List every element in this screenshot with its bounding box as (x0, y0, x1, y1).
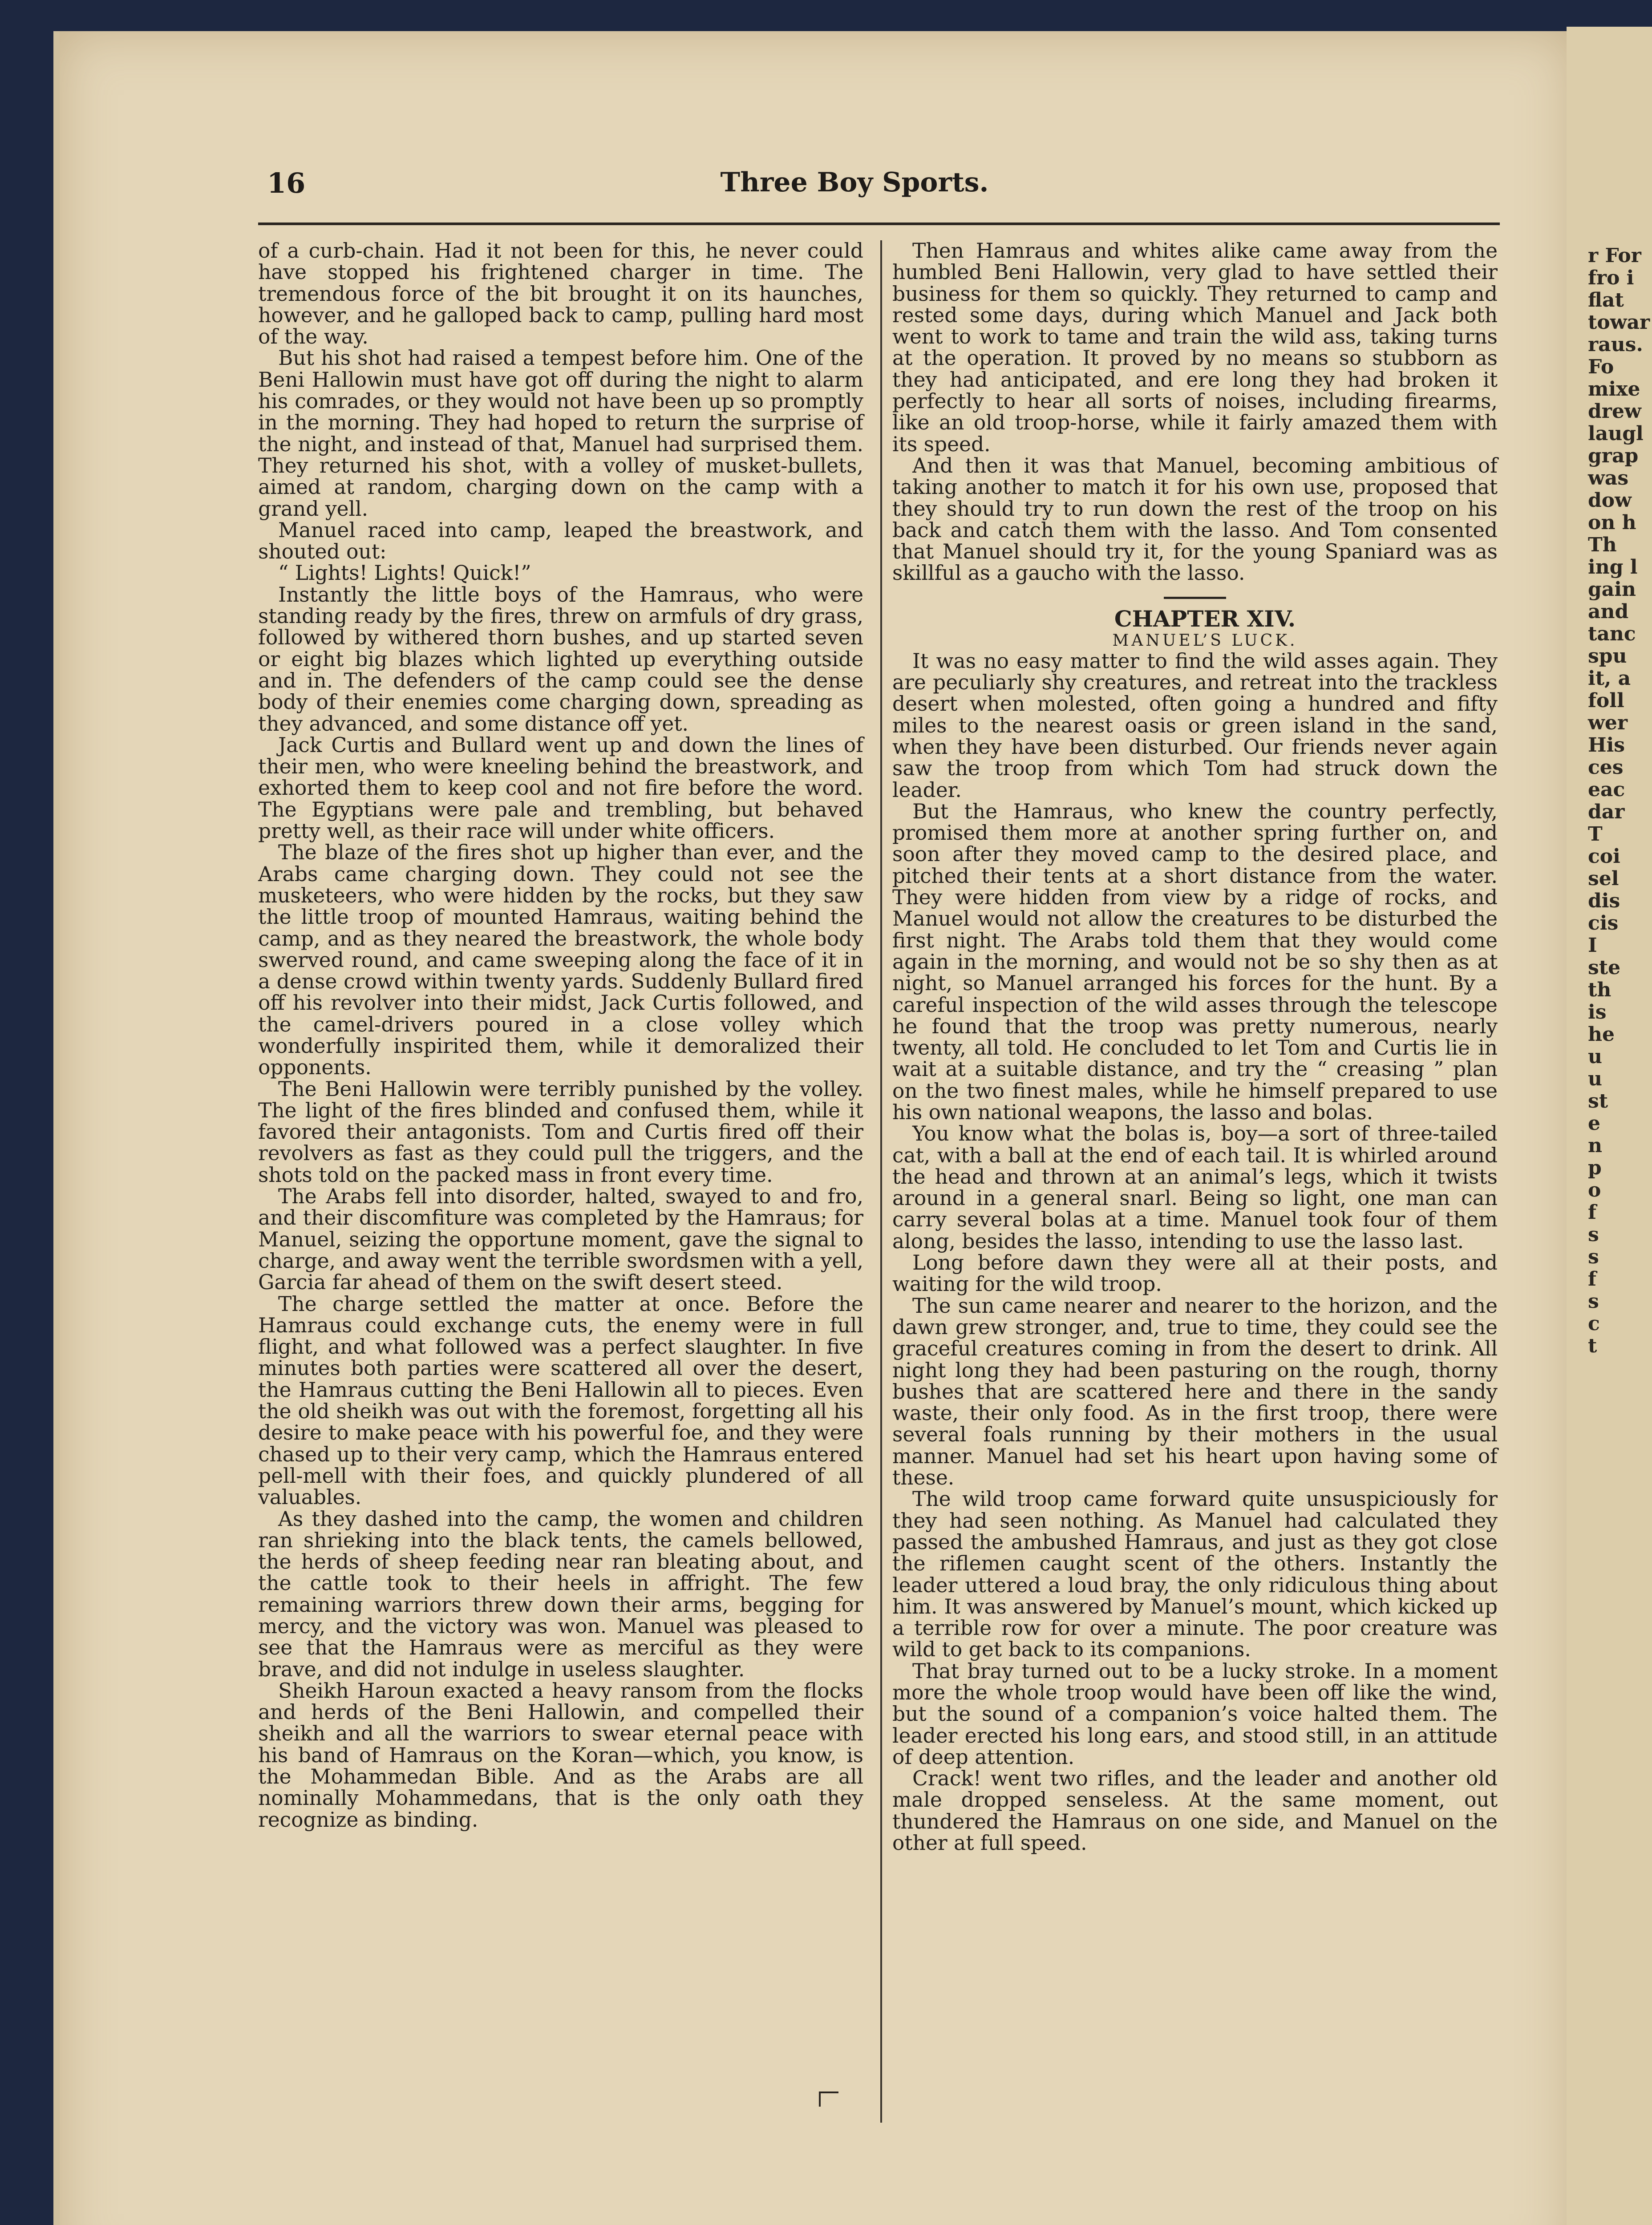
facing-page-line: foll (1588, 689, 1624, 712)
paragraph: But the Hamraus, who knew the country perfectly, promised them more at another spring further on, and soon after they moved camp to the desired place, and pitched their tents at a short distance from the water. They were hidden from view by a ridge of rocks, and Manuel would not allow the creatures to be disturbed the first night. The Arabs told them that they would come again in the morning, and would not be so shy then as at night, so Manuel arranged his forces for the hunt. By a careful inspection of the wild asses through the telescope he found that the troop was pretty numerous, nearly twenty, all told. He concluded to let Tom and Curtis lie in wait at a suitable distance, and try the “ creasing ” plan on the two finest males, while he himself prepared to use his own national weapons, the lasso and bolas. (892, 799, 1498, 1124)
facing-page-line: grap (1588, 445, 1639, 467)
facing-page-line: raus. (1588, 333, 1643, 356)
facing-page-line: u (1588, 1045, 1602, 1068)
facing-page-line: dis (1588, 890, 1620, 912)
paragraph: That bray turned out to be a lucky stroke. In a moment more the whole troop would have been off like the wind, but the sound of a companion’s voice halted them. The leader erected his long ears, and stood still, in an attitude of deep attention. (892, 1659, 1498, 1769)
paragraph: The sun came nearer and nearer to the horizon, and the dawn grew stronger, and, true to time, they could see the graceful creatures coming in from the desert to drink. All night long they had been pasturing on the rough, thorny bushes that are scattered here and there in the sandy waste, their only food. As in the first troop, there were several foals running by their mothers in the usual manner. Manuel had set his heart upon having some of these. (892, 1294, 1498, 1490)
right-column (892, 240, 1498, 1854)
facing-page-line: it, a (1588, 667, 1631, 690)
paragraph: But his shot had raised a tempest before him. One of the Beni Hallowin must have got off during the night to alarm his comrades, or they would not have been up so promptly in the morning. They had hoped to return the surprise of the night, and instead of that, Manuel had surprised them. They returned his shot, with a volley of musket-bullets, aimed at random, charging down on the camp with a grand yell. (258, 346, 863, 521)
facing-page-line: u (1588, 1068, 1602, 1090)
facing-page-line: cis (1588, 912, 1619, 934)
paragraph: Crack! went two rifles, and the leader and another old male dropped senseless. At the same moment, out thundered the Hamraus on one side, and Manuel on the other at full speed. (892, 1767, 1498, 1855)
facing-page-line: fro i (1588, 267, 1634, 289)
facing-page-line: Fo (1588, 356, 1614, 378)
facing-page-line: eac (1588, 778, 1625, 801)
paragraph: It was no easy matter to find the wild asses again. They are peculiarly shy creatures, and retreat into the trackless desert when molested, often going a hundred and fifty miles to the nearest oasis or green island in the sand, when they have been disturbed. Our friends never again saw the troop from which Tom had struck down the leader. (892, 649, 1498, 802)
facing-page-line: n (1588, 1134, 1602, 1157)
facing-page-line: Th (1588, 534, 1617, 556)
paragraph: The Arabs fell into disorder, halted, swayed to and fro, and their discomfiture was completed by the Hamraus; for Manuel, seizing the opportune moment, gave the signal to charge, and away went the terrible swordsmen with a yell, Garcia far ahead of them on the swift desert steed. (258, 1185, 863, 1295)
facing-page-line: t (1588, 1335, 1597, 1357)
chapter-title: CHAPTER XIV. (1114, 605, 1296, 632)
facing-page-line: s (1588, 1223, 1599, 1246)
chapter-rule (1164, 597, 1226, 599)
paragraph: The Beni Hallowin were terribly punished by the volley. The light of the fires blinded and confused them, while it favored their antagonists. Tom and Curtis fired off their revolvers as fast as they could pull the triggers, and the shots told on the packed mass in front every time. (258, 1077, 863, 1187)
facing-page-line: coi (1588, 845, 1620, 868)
facing-page-line: dow (1588, 489, 1632, 512)
facing-page-line: tanc (1588, 623, 1636, 645)
paragraph: You know what the bolas is, boy—a sort of three-tailed cat, with a ball at the end of each tail. It is whirled around the head and thrown at an animal’s legs, which it twists around in a general snarl. Being so light, one man can carry several bolas at a time. Manuel took four of them along, besides the lasso, intending to use the lasso last. (892, 1122, 1498, 1253)
paragraph: “ Lights! Lights! Quick!” (278, 561, 531, 585)
page-number: 16 (267, 167, 306, 199)
facing-page-line: laugl (1588, 422, 1644, 445)
paragraph: Long before dawn they were all at their posts, and waiting for the wild troop. (892, 1251, 1498, 1296)
paragraph: As they dashed into the camp, the women and children ran shrieking into the black tents, the camels bellowed, the herds of sheep feeding near ran bleating about, and the cattle took to their heels in affright. The few remaining warriors threw down their arms, begging for mercy, and the victory was won. Manuel was pleased to see that the Hamraus were as merciful as they were brave, and did not indulge in useless slaughter. (258, 1507, 863, 1681)
paragraph: Manuel raced into camp, leaped the breastwork, and shouted out: (258, 518, 863, 564)
facing-page-line: ste (1588, 956, 1621, 979)
facing-page-line: T (1588, 823, 1603, 846)
facing-page-edge (1567, 27, 1652, 2225)
facing-page-line: spu (1588, 645, 1627, 668)
facing-page-line: and (1588, 600, 1629, 623)
facing-page-line: drew (1588, 400, 1641, 423)
page-header (209, 167, 1500, 207)
paragraph: The charge settled the matter at once. Before the Hamraus could exchange cuts, the enemy were in full flight, and what followed was a perfect slaughter. In five minutes both parties were scattered all over the desert, the Hamraus cutting the Beni Hallowin all to pieces. Even the old sheikh was out with the foremost, forgetting all his desire to make peace with his powerful foe, and they were chased up to their very camp, which the Hamraus entered pell-mell with their foes, and quickly plundered of all valuables. (258, 1292, 863, 1509)
paragraph: Jack Curtis and Bullard went up and down the lines of their men, who were kneeling behind the breastwork, and exhorted them to keep cool and not fire before the word. The Egyptians were pale and trembling, but behaved pretty well, as their race will under white officers. (258, 733, 863, 843)
facing-page-line: s (1588, 1246, 1599, 1268)
facing-page-line: towar (1588, 311, 1650, 334)
column-divider (880, 240, 882, 2123)
facing-page-line: f (1588, 1268, 1596, 1290)
paragraph: The wild troop came forward quite unsuspiciously for they had seen nothing. As Manuel had calculated they passed the ambushed Hamraus, and just as they got close the riflemen caught scent of the others. Instantly the leader uttered a loud bray, the only ridiculous thing about him. It was answered by Manuel’s mount, which kicked up a terrible row for over a minute. The poor creature was wild to get back to its companions. (892, 1487, 1498, 1662)
facing-page-line: is (1588, 1001, 1607, 1024)
paragraph: Then Hamraus and whites alike came away from the humbled Beni Hallowin, very glad to have settled their business for them so quickly. They returned to camp and rested some days, during which Manuel and Jack both went to work to tame and train the wild ass, taking turns at the operation. It proved by no means so stubborn as they had anticipated, and ere long they had broken it perfectly to hear all sorts of noises, including firearms, like an old troop-horse, while it fairly amazed them with its speed. (892, 239, 1498, 456)
chapter-subtitle: MANUEL’S LUCK. (1112, 631, 1298, 650)
facing-page-line: c (1588, 1312, 1600, 1335)
paragraph: Instantly the little boys of the Hamraus, who were standing ready by the fires, threw on armfuls of dry grass, followed by withered thorn bushes, and up started seven or eight big blazes which lighted up everything outside and in. The defenders of the camp could see the dense body of their enemies come charging down, spreading as they advanced, and some distance off yet. (258, 583, 863, 736)
facing-page-line: he (1588, 1023, 1615, 1046)
facing-page-line: wer (1588, 712, 1628, 734)
facing-page-line: o (1588, 1179, 1601, 1202)
paragraph: Sheikh Haroun exacted a heavy ransom from the flocks and herds of the Beni Hallowin, and compelled their sheikh and all the warriors to swear eternal peace with his band of Hamraus on the Koran—which, you know, is the Mohammedan Bible. And as the Arabs are all nominally Mohammedans, that is the only oath they recognize as binding. (258, 1679, 863, 1832)
facing-page-line: dar (1588, 801, 1625, 823)
facing-page-line: st (1588, 1090, 1608, 1112)
paragraph: And then it was that Manuel, becoming ambitious of taking another to match it for his own use, proposed that they should try to run down the rest of the troop on his back and catch them with the lasso. And Tom consented that Manuel should try it, for the young Spaniard was as skillful as a gaucho with the lasso. (892, 453, 1498, 585)
paragraph: of a curb-chain. Had it not been for this, he never could have stopped his frightened charger in time. The tremendous force of the bit brought it on its haunches, however, and he galloped back to camp, pulling hard most of the way. (258, 239, 863, 349)
paragraph: The blaze of the fires shot up higher than ever, and the Arabs came charging down. They could not see the musketeers, who were hidden by the rocks, but they saw the little troop of mounted Hamraus, waiting behind the camp, and as they neared the breastwork, the whole body swerved round, and came sweeping along the face of it in a dense crowd within twenty yards. Suddenly Bullard fired off his revolver into their midst, Jack Curtis followed, and the camel-drivers poured in a close volley which wonderfully inspirited them, while it demoralized their opponents. (258, 841, 863, 1080)
facing-page-line: was (1588, 467, 1629, 490)
facing-page-line: flat (1588, 289, 1624, 312)
left-column (258, 240, 863, 1831)
facing-page-line: sel (1588, 867, 1619, 890)
running-head: Three Boy Sports. (720, 167, 989, 198)
facing-page-line: His (1588, 734, 1625, 756)
facing-page-line: ces (1588, 756, 1624, 779)
facing-page-line: p (1588, 1157, 1602, 1179)
facing-page-line: s (1588, 1290, 1599, 1313)
printer-mark (819, 2092, 838, 2107)
facing-page-line: r For (1588, 244, 1641, 267)
facing-page-line: ing l (1588, 556, 1638, 578)
facing-page-line: f (1588, 1201, 1596, 1224)
header-rule (258, 222, 1500, 225)
facing-page-line: on h (1588, 511, 1636, 534)
facing-page-line: I (1588, 934, 1597, 957)
facing-page-line: th (1588, 979, 1612, 1001)
facing-page-line: e (1588, 1112, 1600, 1135)
facing-page-line: mixe (1588, 378, 1640, 400)
facing-page-line: gain (1588, 578, 1636, 601)
